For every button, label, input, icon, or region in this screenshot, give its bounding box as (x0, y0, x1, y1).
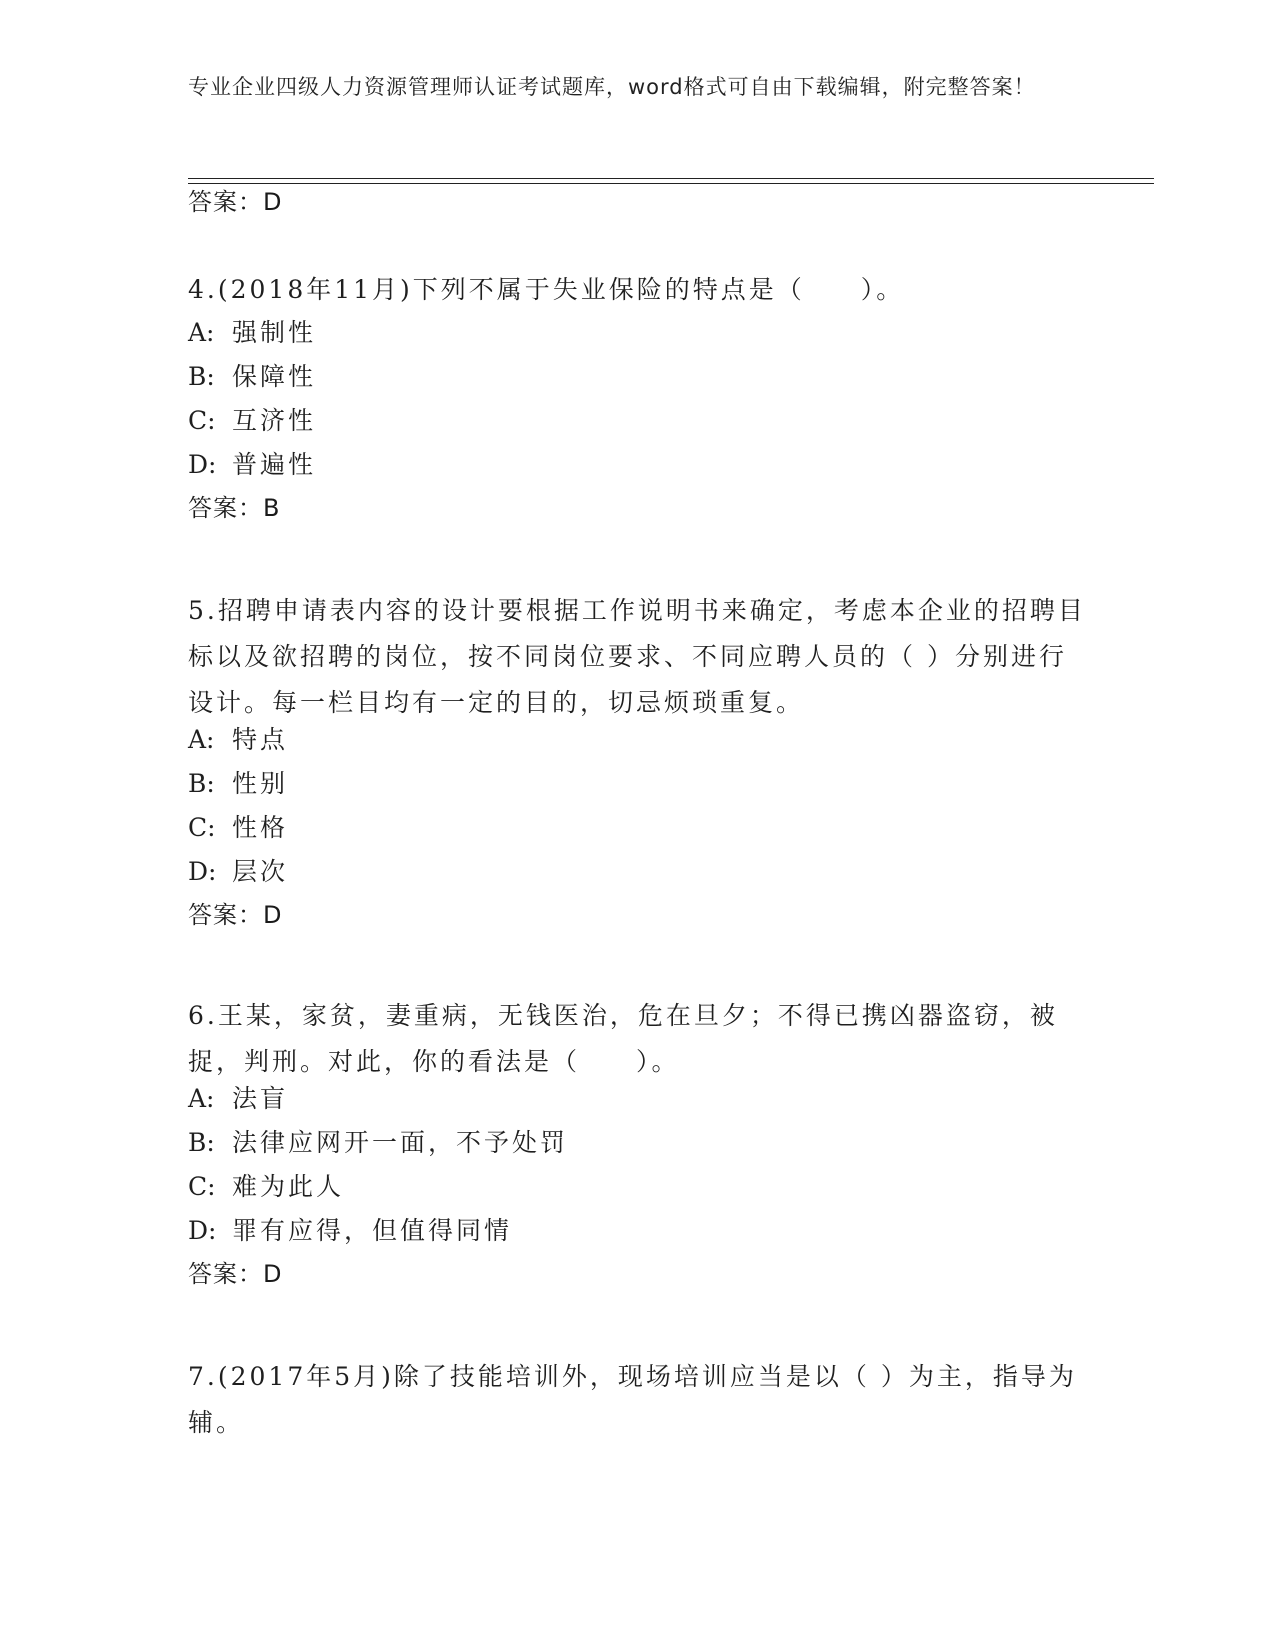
option-text: 罪有应得，但值得同情 (232, 1216, 513, 1245)
question-5-option-c (188, 812, 288, 844)
question-6-option-a (188, 1083, 288, 1115)
option-label: D: (188, 857, 217, 886)
question-6-option-d (188, 1215, 512, 1247)
question-4-option-b (188, 361, 316, 393)
option-label: A: (188, 1084, 215, 1113)
question-5-option-a (188, 724, 288, 756)
question-4-option-c (188, 405, 316, 437)
option-text: 互济性 (232, 406, 317, 435)
option-text: 法律应网开一面，不予处罚 (232, 1128, 569, 1157)
option-label: D: (188, 1216, 217, 1245)
question-6-stem: 6.王某，家贫，妻重病，无钱医治，危在旦夕；不得已携凶器盗窃，被捉，判刑。对此，你的看法是（ ）。 (188, 1001, 1058, 1076)
option-label: C: (188, 406, 216, 435)
question-4-answer: 答案：B (188, 494, 281, 522)
question-4-option-d (188, 449, 316, 481)
header-divider-bottom (188, 183, 1154, 184)
question-5-option-b (188, 768, 288, 800)
question-5-answer: 答案：D (188, 901, 283, 929)
option-text: 层次 (232, 857, 289, 886)
option-text: 特点 (232, 725, 289, 754)
option-text: 难为此人 (232, 1172, 345, 1201)
question-4-option-a (188, 317, 316, 349)
option-label: A: (188, 318, 215, 347)
header-divider-top (188, 178, 1154, 179)
option-text: 普遍性 (232, 450, 317, 479)
question-5-stem: 5.招聘申请表内容的设计要根据工作说明书来确定，考虑本企业的招聘目标以及欲招聘的岗位，按不同岗位要求、不同应聘人员的（ ）分别进行设计。每一栏目均有一定的目的，切忌烦琐重复。 (188, 596, 1086, 717)
option-label: D: (188, 450, 217, 479)
question-6-answer: 答案：D (188, 1260, 283, 1288)
question-4-stem: 4.(2018年11月)下列不属于失业保险的特点是（ ）。 (188, 275, 905, 304)
option-text: 保障性 (232, 362, 317, 391)
question-6-option-b (188, 1127, 568, 1159)
option-text: 性格 (232, 813, 289, 842)
option-label: C: (188, 813, 216, 842)
option-text: 法盲 (232, 1084, 289, 1113)
option-text: 强制性 (232, 318, 317, 347)
option-label: B: (188, 769, 215, 798)
question-5-option-d (188, 856, 288, 888)
option-text: 性别 (232, 769, 289, 798)
question-7-stem: 7.(2017年5月)除了技能培训外，现场培训应当是以（ ）为主，指导为辅。 (188, 1362, 1077, 1437)
option-label: B: (188, 1128, 215, 1157)
question-6-option-c (188, 1171, 344, 1203)
document-header: 专业企业四级人力资源管理师认证考试题库，word格式可自由下载编辑，附完整答案！ (188, 75, 1036, 99)
option-label: B: (188, 362, 215, 391)
option-label: C: (188, 1172, 216, 1201)
previous-answer: 答案：D (188, 188, 283, 216)
option-label: A: (188, 725, 215, 754)
